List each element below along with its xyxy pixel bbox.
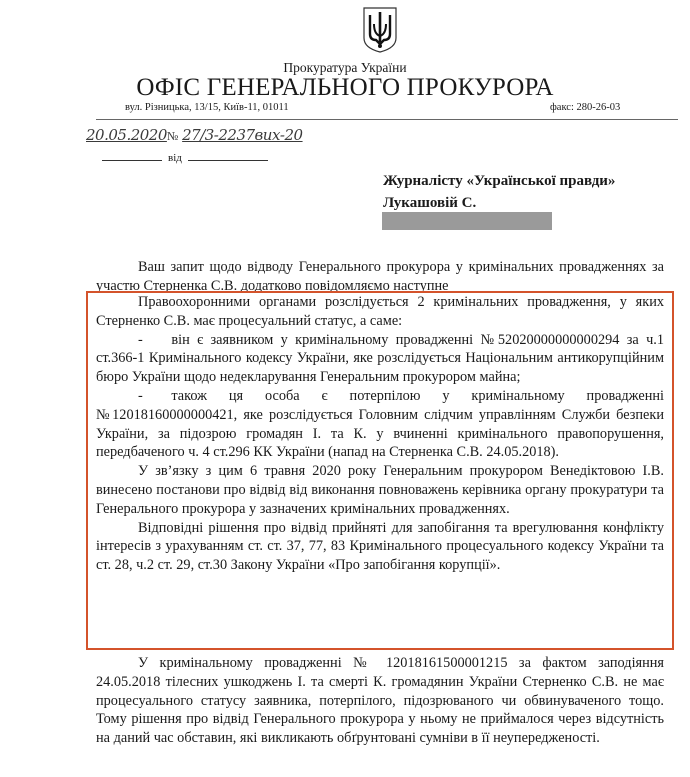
office-address: вул. Різницька, 13/15, Київ-11, 01011 [125, 102, 289, 113]
paragraph-applicant: - він є заявником у кримінальному провадженні №52020000000000294 за ч.1 ст.366-1 Кримінального кодексу України, яке розслідується Національним антикорупційним бюро України щодо недекларування Генеральним прокурором майна; [96, 331, 664, 386]
paragraph-decisions: Відповідні рішення про відвід прийняті для запобігання та врегулювання конфлікту інтересів з урахуванням ст. ст. 37, 77, 83 Кримінального процесуального кодексу України та ст. 28, ч.2 ст. 29, ст.30 Закону України «Про запобігання корупції». [96, 519, 664, 574]
header-divider [96, 119, 678, 120]
redacted-contact [382, 212, 552, 230]
reference-line [96, 152, 274, 164]
recipient-line-2: Лукашовій С. [383, 195, 477, 211]
paragraph-victim: - також ця особа є потерпілою у кримінальному провадженні №12018160000000421, яке розслідується Головним слідчим управлінням Служби безпеки України, за підозрою громадян І. та К. у вчиненні кримінального правопорушення, передбаченого ч. 4 ст.296 КК України (напад на Стерненка С.В. 24.05.2018). [96, 387, 664, 461]
organization-name: Прокуратура України [283, 60, 407, 75]
paragraph-proceedings: Правоохоронними органами розслідується 2 кримінальних провадження, у яких Стерненко С.В. має процесуальний статус, а саме: [96, 294, 664, 329]
number-sign: № [166, 129, 178, 143]
recipient-block [383, 170, 615, 214]
registration-line [86, 126, 303, 144]
from-label: від [168, 152, 182, 164]
blank-number-field [102, 160, 162, 161]
office-fax: факс: 280-26-03 [550, 102, 621, 113]
handwritten-number: 27/3-2237вих-20 [182, 126, 303, 144]
paragraph-recusal: У зв’язку з цим 6 травня 2020 року Генеральним прокурором Венедіктовою І.В. винесено постанови про відвід від виконання повноважень керівника органу прокуратури та Генерального прокурора у зазначених кримінальних провадженнях. [96, 463, 664, 517]
intro-paragraph: Ваш запит щодо відводу Генерального прокурора у кримінальних провадженнях за участю Стерненка С.В. додатково повідомляємо наступне [96, 259, 664, 294]
trident-coat-of-arms-icon [362, 6, 398, 54]
closing-paragraph: У кримінальному провадженні № 12018161500001215 за фактом заподіяння 24.05.2018 тілесних ушкоджень І. та смерті К. громадянин України Стерненко С.В. не має процесуального статусу заявника, потерпілого, підозрюваного чи обвинуваченого тощо. Тому рішення про відвід Генерального прокурора у ньому не приймалося через відсутність на даний час обставин, які викликають обґрунтовані сумніви в її неупередженості. [96, 655, 664, 747]
blank-date-field [188, 160, 268, 161]
handwritten-date: 20.05.2020 [86, 126, 167, 144]
recipient-line-1: Журналісту «Української правди» [383, 173, 616, 189]
highlighted-section [96, 293, 664, 575]
office-title: ОФІС ГЕНЕРАЛЬНОГО ПРОКУРОРА [136, 74, 554, 101]
